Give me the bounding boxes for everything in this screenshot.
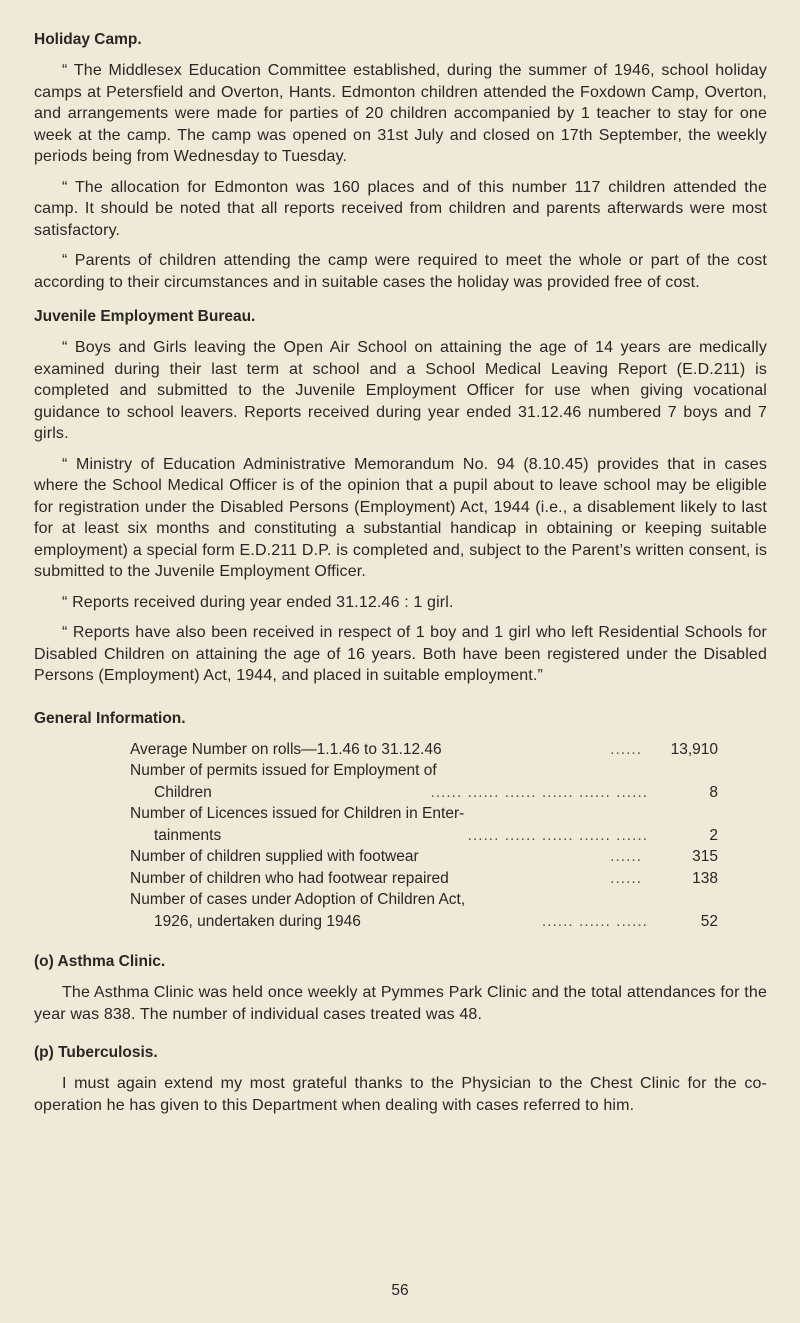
leader-dots: ...... <box>610 848 642 865</box>
row-value: 138 <box>692 869 718 887</box>
row-value: 8 <box>709 783 718 801</box>
holiday-camp-paragraph-3: “ Parents of children attending the camp were required to meet the whole or part of the cost according to their circumstances and in suitable cases the holiday was provided free of cost. <box>34 252 767 291</box>
page-number: 56 <box>391 1282 409 1299</box>
leader-dots: ...... ...... ...... ...... ...... <box>467 826 648 844</box>
row-label: Number of cases under Adoption of Children Act, 1926, undertaken during 1946 <box>130 891 466 930</box>
row-label: Number of Licences issued for Children in Enter- tainments <box>130 805 465 844</box>
general-information-heading: General Information. <box>34 709 186 727</box>
general-information-row <box>130 868 718 890</box>
holiday-camp-section <box>34 30 767 293</box>
juvenile-employment-paragraph-1: “ Boys and Girls leaving the Open Air School on attaining the age of 14 years are medically examined during their last term at school and a School Medical Leaving Report (E.D.211) is completed and submitted to the Juvenile Employment Officer for use when giving vocational guidance to school leavers. Reports received during year ended 31.12.46 numbered 7 boys and 7 girls. <box>34 339 767 442</box>
row-value: 2 <box>709 826 718 844</box>
row-value: 13,910 <box>670 740 718 758</box>
holiday-camp-paragraph-1: “ The Middlesex Education Committee established, during the summer of 1946, school holiday camps at Petersfield and Overton, Hants. Edmonton children attended the Foxdown Camp, Overton, and arrangements were made for parties of 20 children accompanied by 1 teacher to stay for one week at the camp. The camp was opened on 31st July and closed on 17th September, the weekly periods being from Wednesday to Tuesday. <box>34 62 767 165</box>
row-label: Number of children who had footwear repaired <box>130 869 449 887</box>
general-information-section <box>34 709 767 933</box>
holiday-camp-heading: Holiday Camp. <box>34 31 142 48</box>
leader-dots: ...... <box>610 869 642 887</box>
row-value: 52 <box>700 912 718 930</box>
holiday-camp-paragraph-2: “ The allocation for Edmonton was 160 places and of this number 117 children attended the camp. It should be noted that all reports received from children and parents afterwards were most satisfactory. <box>34 178 767 239</box>
row-label: Average Number on rolls—1.1.46 to 31.12.46 <box>130 740 442 758</box>
general-information-row <box>130 803 718 846</box>
juvenile-employment-paragraph-4: “ Reports have also been received in respect of 1 boy and 1 girl who left Residential Schools for Disabled Children on attaining the age of 16 years. Both have been registered under the Disabled Persons (Employment) Act, 1944, and placed in suitable employment.” <box>34 624 767 684</box>
asthma-clinic-paragraph: The Asthma Clinic was held once weekly at Pymmes Park Clinic and the total attendances for the year was 838. The number of individual cases treated was 48. <box>34 984 767 1023</box>
asthma-clinic-heading: (o) Asthma Clinic. <box>34 953 166 970</box>
tuberculosis-section <box>34 1043 767 1116</box>
tuberculosis-heading: (p) Tuberculosis. <box>34 1044 158 1061</box>
juvenile-employment-paragraph-3: “ Reports received during year ended 31.12.46 : 1 girl. <box>62 593 454 611</box>
leader-dots: ...... <box>610 740 642 758</box>
general-information-row <box>130 760 718 803</box>
juvenile-employment-heading: Juvenile Employment Bureau. <box>34 308 256 325</box>
general-information-row <box>130 889 718 932</box>
leader-dots: ...... ...... ...... ...... ...... ...... <box>430 783 648 801</box>
row-label: Number of children supplied with footwear <box>130 848 419 865</box>
leader-dots: ...... ...... ...... <box>541 912 648 930</box>
general-information-row <box>130 846 718 868</box>
juvenile-employment-section <box>34 307 767 687</box>
juvenile-employment-paragraph-2: “ Ministry of Education Administrative Memorandum No. 94 (8.10.45) provides that in cases where the School Medical Officer is of the opinion that a pupil about to leave school may be eligible for registration under the Disabled Persons (Employment) Act, 1944 (i.e., a disablement likely to last for at least six months and constituting a substantial handicap in obtaining or keeping suitable employment) a special form E.D.211 D.P. is completed and, subject to the Parent’s written consent, is submitted to the Juvenile Employment Officer. <box>34 455 767 580</box>
row-value: 315 <box>692 848 718 865</box>
tuberculosis-paragraph: I must again extend my most grateful thanks to the Physician to the Chest Clinic for the co-operation he has given to this Department when dealing with cases referred to him. <box>34 1075 767 1114</box>
asthma-clinic-section <box>34 952 767 1025</box>
general-information-list <box>130 739 718 933</box>
row-label: Number of permits issued for Employment of Children <box>130 762 437 801</box>
general-information-row <box>130 739 718 761</box>
